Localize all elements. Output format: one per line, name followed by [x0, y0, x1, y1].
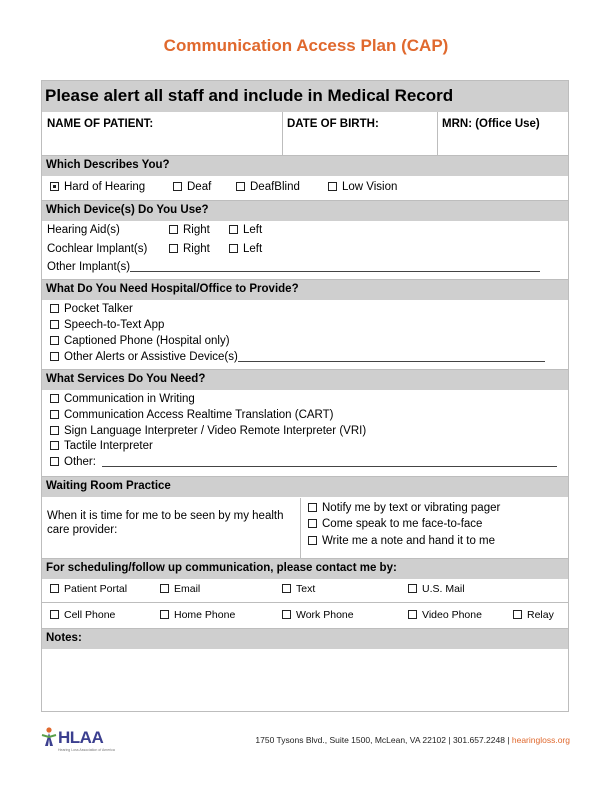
cochlear-label: Cochlear Implant(s): [47, 243, 148, 255]
checkbox-icon: [50, 610, 59, 619]
option-deafblind[interactable]: DeafBlind: [236, 181, 300, 193]
checkbox-icon: [50, 394, 59, 403]
footer-address: 1750 Tysons Blvd., Suite 1500, McLean, VA 22102 | 301.657.2248 | hearingloss.org: [255, 735, 570, 745]
checkbox-icon: [513, 610, 522, 619]
checkbox-icon: [50, 426, 59, 435]
services-heading: What Services Do You Need?: [42, 370, 568, 390]
waiting-note[interactable]: Write me a note and hand it to me: [308, 535, 495, 547]
checkbox-icon: [328, 182, 337, 191]
checkbox-icon: [308, 519, 317, 528]
other-implant-line[interactable]: [130, 262, 540, 272]
waiting-prompt: When it is time for me to be seen by my health care provider:: [47, 510, 284, 536]
devices-heading: Which Device(s) Do You Use?: [42, 201, 568, 221]
contact-text[interactable]: Text: [282, 583, 315, 595]
checkbox-icon: [169, 225, 178, 234]
contact-email[interactable]: Email: [160, 583, 200, 595]
checkbox-icon: [50, 441, 59, 450]
other-implant-field[interactable]: Other Implant(s): [47, 261, 540, 273]
divider: [282, 112, 283, 156]
checkbox-icon: [50, 457, 59, 466]
mrn-label: MRN: (Office Use): [442, 118, 540, 130]
footer: [40, 726, 570, 756]
option-hard-of-hearing[interactable]: Hard of Hearing: [50, 181, 145, 193]
contact-work-phone[interactable]: Work Phone: [282, 609, 354, 621]
notes-area[interactable]: [42, 651, 568, 711]
service-other-line[interactable]: [102, 457, 557, 467]
checkbox-icon: [169, 244, 178, 253]
contact-video-phone[interactable]: Video Phone: [408, 609, 482, 621]
checkbox-icon: [408, 610, 417, 619]
waiting-speak[interactable]: Come speak to me face-to-face: [308, 518, 482, 530]
checkbox-icon: [282, 584, 291, 593]
option-deaf[interactable]: Deaf: [173, 181, 211, 193]
checkbox-icon: [160, 610, 169, 619]
service-writing[interactable]: Communication in Writing: [50, 393, 195, 405]
checkbox-icon: [229, 244, 238, 253]
checkbox-icon: [50, 304, 59, 313]
contact-relay[interactable]: Relay: [513, 609, 554, 621]
checkbox-icon: [50, 584, 59, 593]
option-low-vision[interactable]: Low Vision: [328, 181, 397, 193]
cap-form: [41, 80, 569, 712]
contact-patient-portal[interactable]: Patient Portal: [50, 583, 127, 595]
website-link[interactable]: hearingloss.org: [511, 735, 570, 745]
provide-speech-to-text[interactable]: Speech-to-Text App: [50, 319, 164, 331]
main-header: Please alert all staff and include in Medical Record: [42, 81, 568, 112]
divider: [42, 602, 568, 603]
service-sign-language[interactable]: Sign Language Interpreter / Video Remote Interpreter (VRI): [50, 425, 366, 437]
service-other[interactable]: Other:: [50, 456, 557, 468]
service-cart[interactable]: Communication Access Realtime Translation (CART): [50, 409, 334, 421]
checkbox-icon: [308, 503, 317, 512]
checkbox-icon: [236, 182, 245, 191]
checkbox-icon: [50, 320, 59, 329]
provide-other-line[interactable]: [238, 352, 545, 362]
describes-heading: Which Describes You?: [42, 156, 568, 176]
divider: [437, 112, 438, 156]
cochlear-left[interactable]: Left: [229, 243, 262, 255]
provide-other[interactable]: Other Alerts or Assistive Device(s): [50, 351, 545, 363]
contact-heading: For scheduling/follow up communication, please contact me by:: [42, 559, 568, 579]
checkbox-icon: [50, 336, 59, 345]
hearing-aid-label: Hearing Aid(s): [47, 224, 120, 236]
notes-heading: Notes:: [42, 629, 568, 649]
patient-name-label: NAME OF PATIENT:: [47, 118, 154, 130]
waiting-notify[interactable]: Notify me by text or vibrating pager: [308, 502, 500, 514]
hlaa-logo: HLAA Hearing Loss Association of America: [40, 726, 120, 756]
checkbox-icon: [50, 410, 59, 419]
divider: [300, 498, 301, 558]
checkbox-icon: [160, 584, 169, 593]
checkbox-icon: [308, 536, 317, 545]
document-title: Communication Access Plan (CAP): [163, 36, 449, 55]
contact-home-phone[interactable]: Home Phone: [160, 609, 235, 621]
service-tactile[interactable]: Tactile Interpreter: [50, 440, 153, 452]
provide-pocket-talker[interactable]: Pocket Talker: [50, 303, 133, 315]
hearing-aid-left[interactable]: Left: [229, 224, 262, 236]
checkbox-icon: [408, 584, 417, 593]
people-logo-icon: [40, 726, 58, 750]
waiting-heading: Waiting Room Practice: [42, 477, 568, 497]
checkbox-icon: [50, 352, 59, 361]
dob-label: DATE OF BIRTH:: [287, 118, 379, 130]
cochlear-right[interactable]: Right: [169, 243, 210, 255]
contact-cell-phone[interactable]: Cell Phone: [50, 609, 115, 621]
provide-captioned-phone[interactable]: Captioned Phone (Hospital only): [50, 335, 230, 347]
checkbox-icon: [173, 182, 182, 191]
provide-heading: What Do You Need Hospital/Office to Provide?: [42, 280, 568, 300]
checkbox-icon: [282, 610, 291, 619]
checkbox-icon: [229, 225, 238, 234]
hearing-aid-right[interactable]: Right: [169, 224, 210, 236]
contact-mail[interactable]: U.S. Mail: [408, 583, 465, 595]
checkbox-icon: [50, 182, 59, 191]
